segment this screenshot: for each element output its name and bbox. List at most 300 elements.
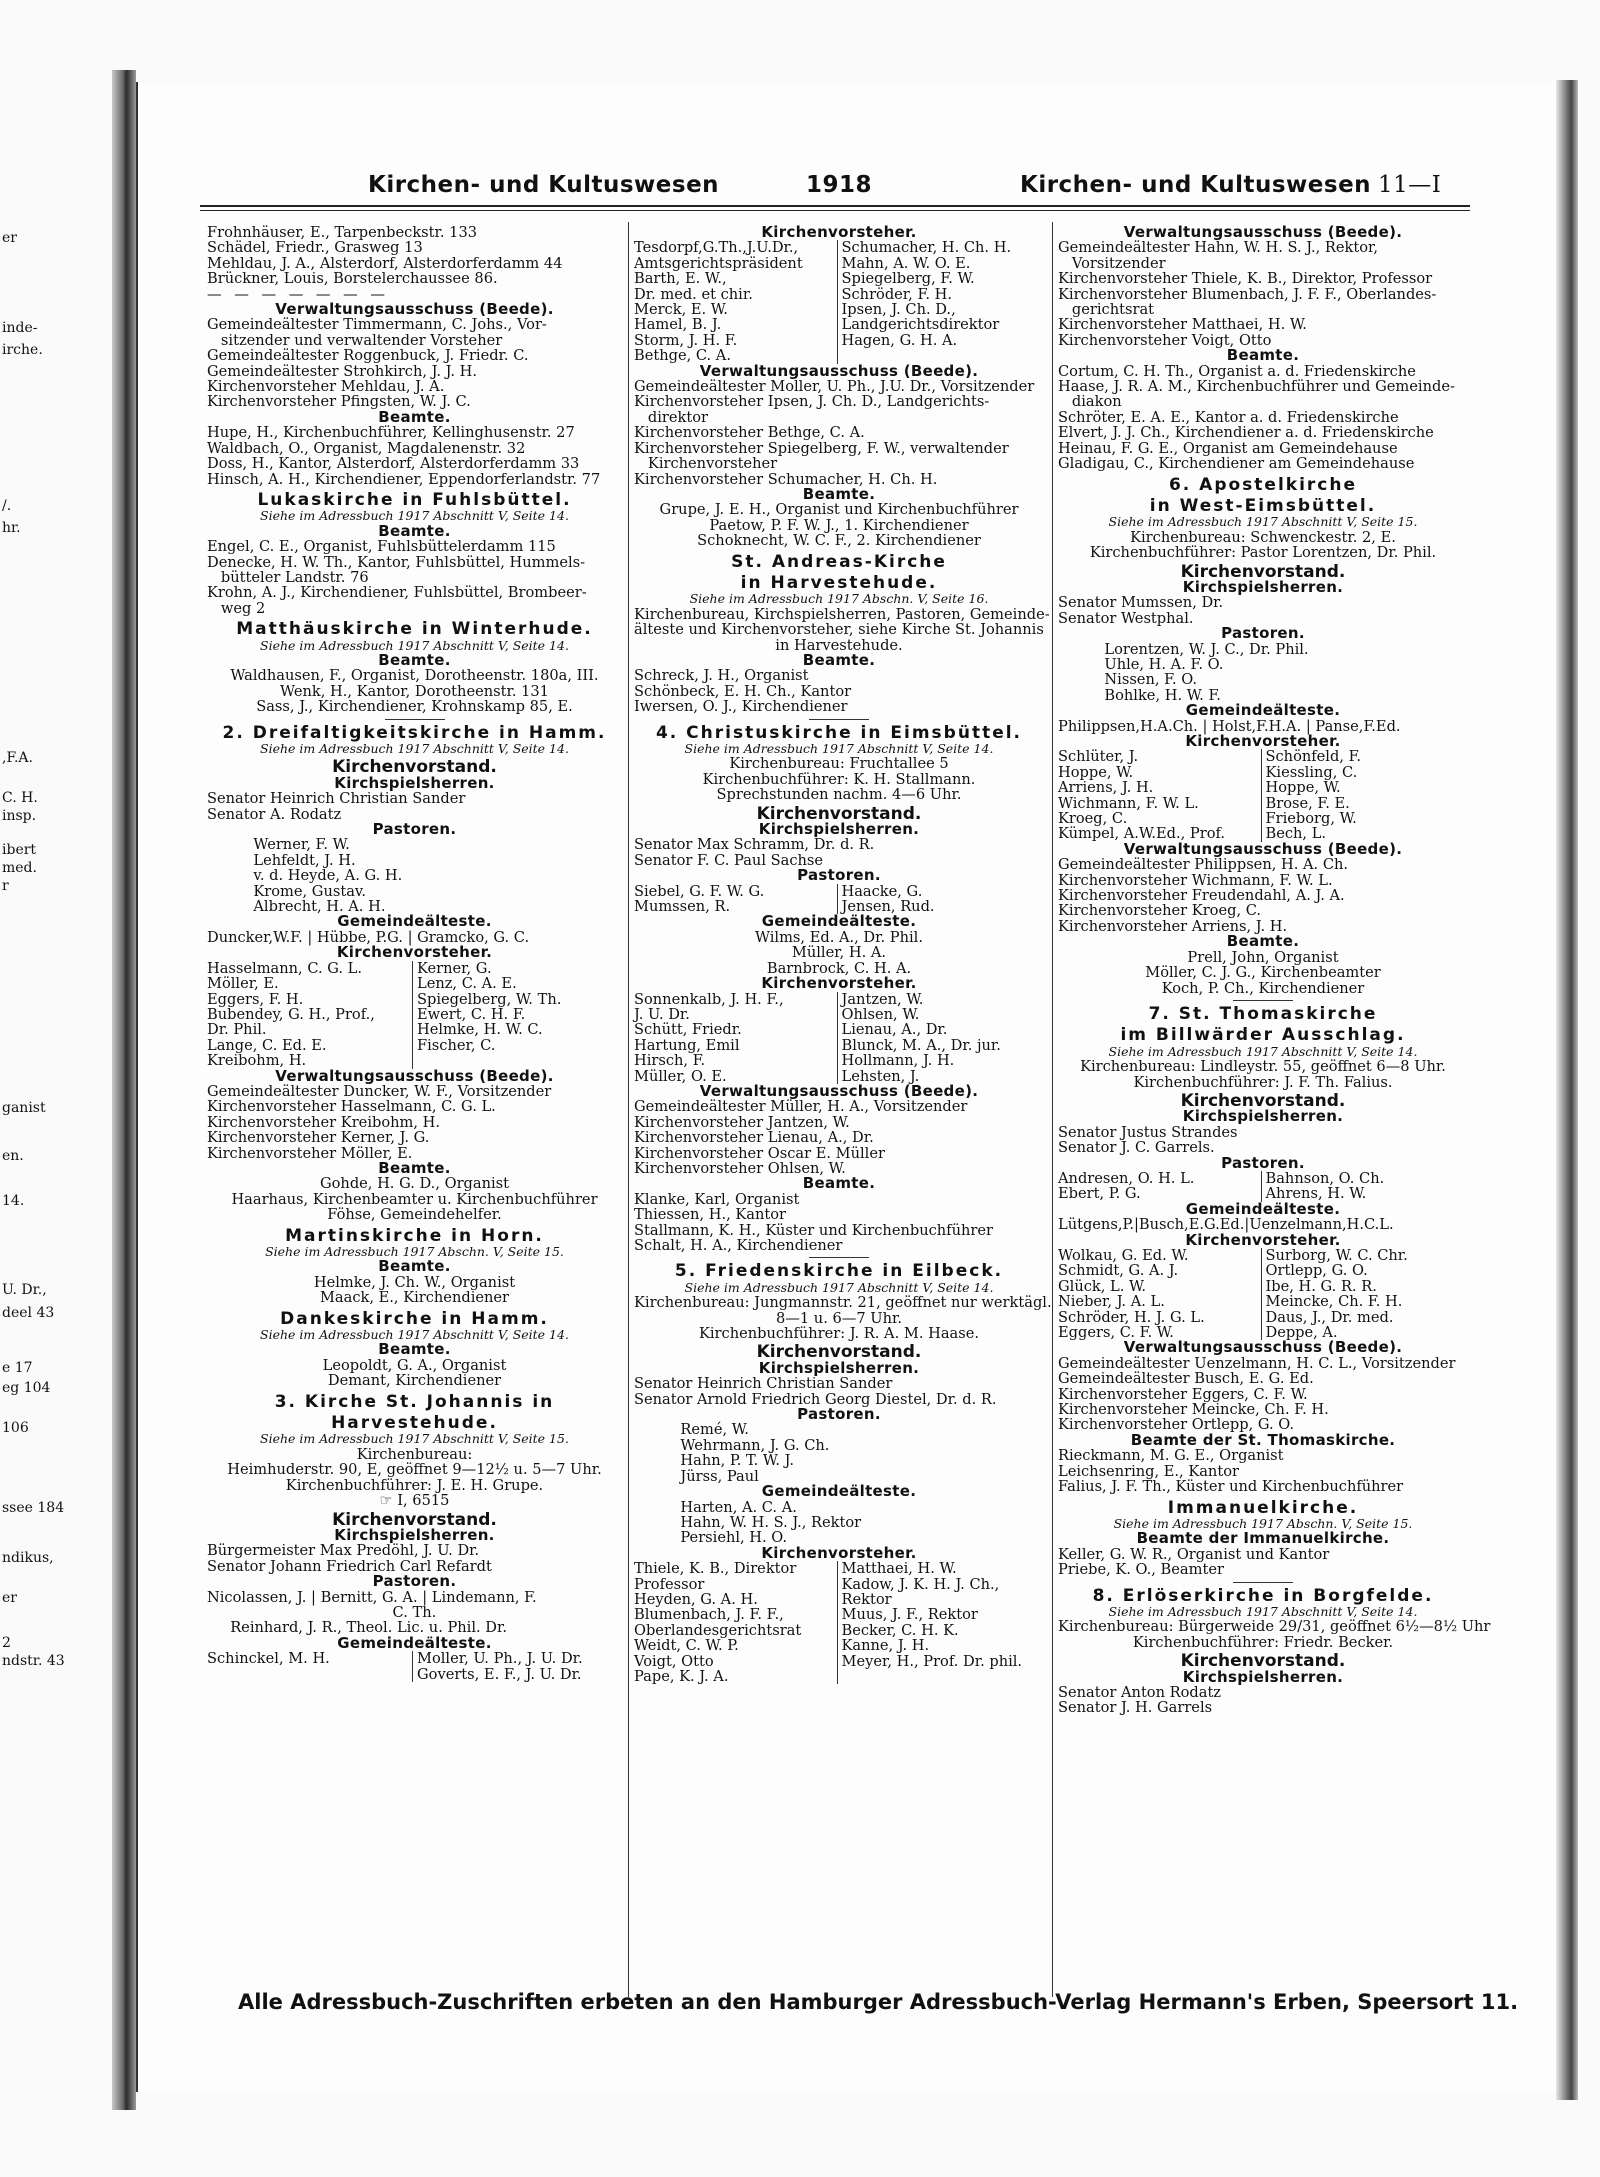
section-heading: Beamte. — [378, 1340, 451, 1359]
entry-right: Rektor — [837, 1592, 1045, 1607]
board-heading: Kirchenvorstand. — [332, 1509, 497, 1530]
section-heading: Verwaltungsausschuss (Beede). — [1123, 223, 1403, 241]
page-number: 11—I — [1378, 172, 1442, 198]
directory-entry: Kirchenvorsteher Hasselmann, C. G. L. — [207, 1098, 496, 1116]
column-divider — [1052, 222, 1053, 1997]
centered-entry: Leopoldt, G. A., Organist — [322, 1356, 507, 1374]
directory-entry: Kirchenvorsteher Mehldau, J. A. — [207, 378, 445, 396]
section-heading: Pastoren. — [797, 1405, 881, 1424]
directory-entry: Senator Max Schramm, Dr. d. R. — [634, 836, 875, 854]
entry-left: Weidt, C. W. P. — [634, 1637, 739, 1655]
margin-fragment: ndstr. 43 — [2, 1653, 65, 1669]
margin-fragment: ibert — [2, 842, 37, 858]
entry-right: Meincke, Ch. F. H. — [1261, 1294, 1469, 1309]
centered-entry: Kirchenbuchführer: Friedr. Becker. — [1132, 1633, 1394, 1651]
section-heading: Kirchspielsherren. — [334, 773, 495, 792]
section-heading: Pastoren. — [372, 820, 457, 839]
centered-entry: Müller, H. A. — [791, 944, 887, 962]
entry-right: Brose, F. E. — [1261, 796, 1469, 811]
directory-entry: Duncker,W.F. | Hübbe, P.G. | Gramcko, G. C. — [207, 928, 530, 946]
centered-entry: Wilms, Ed. A., Dr. Phil. — [755, 928, 923, 946]
two-column-entry — [1058, 1171, 1468, 1186]
directory-entry: Kirchenvorsteher Arriens, J. H. — [1058, 917, 1288, 935]
two-column-entry — [634, 1561, 1044, 1576]
directory-entry: Hinsch, A. H., Kirchendiener, Eppendorferlandstr. 77 — [207, 470, 601, 488]
entry-right: Goverts, E. F., J. U. Dr. — [412, 1667, 622, 1682]
directory-entry: Hahn, W. H. S. J., Rektor — [634, 1513, 862, 1531]
board-heading: Kirchenvorstand. — [1180, 1651, 1346, 1672]
margin-fragment: er — [2, 230, 17, 246]
directory-entry: Hupe, H., Kirchenbuchführer, Kellinghusenstr. 27 — [207, 424, 575, 442]
section-heading: Kirchenvorsteher. — [761, 223, 917, 241]
directory-entry: Kirchenvorsteher Thiele, K. B., Direktor, Professor — [1058, 270, 1433, 288]
church-heading: Lukaskirche in Fuhlsbüttel. — [257, 489, 572, 510]
entry-left: Schlüter, J. — [1058, 748, 1139, 766]
two-column-entry — [1058, 1310, 1468, 1325]
church-heading: Immanuelkirche. — [1167, 1497, 1359, 1518]
directory-entry: Senator J. H. Garrels — [1058, 1699, 1213, 1717]
directory-entry: Schalt, H. A., Kirchendiener — [634, 1237, 843, 1254]
margin-fragment: C. H. — [2, 790, 38, 806]
entry-right: Kanne, J. H. — [837, 1638, 1045, 1653]
section-heading: Kirchspielsherren. — [758, 1358, 920, 1377]
entry-left: Hoppe, W. — [1058, 763, 1134, 781]
directory-entry: Iwersen, O. J., Kirchendiener — [634, 698, 848, 716]
directory-entry: Kirchenvorsteher Jantzen, W. — [634, 1113, 850, 1131]
directory-entry: Senator Mumssen, Dr. — [1058, 594, 1224, 612]
directory-entry: Senator F. C. Paul Sachse — [634, 851, 824, 869]
centered-entry: Kirchenbuchführer: Pastor Lorentzen, Dr. Phil. — [1089, 544, 1437, 562]
entry-left: Wolkau, G. Ed. W. — [1058, 1247, 1189, 1264]
section-heading: Beamte. — [1226, 932, 1300, 951]
entry-right: Blunck, M. A., Dr. jur. — [837, 1038, 1045, 1053]
directory-entry: Gemeindeältester Hahn, W. H. S. J., Rektor, — [1058, 239, 1379, 257]
section-heading: Gemeindeälteste. — [761, 1482, 917, 1501]
church-heading: 3. Kirche St. Johannis in — [274, 1391, 555, 1412]
margin-fragment: eg 104 — [2, 1380, 51, 1396]
directory-entry: Gemeindeältester Duncker, W. F., Vorsitzender — [207, 1082, 552, 1100]
entry-right: Spiegelberg, F. W. — [837, 271, 1045, 286]
entry-right: Spiegelberg, W. Th. — [412, 992, 622, 1007]
directory-entry: gerichtsrat — [1058, 301, 1155, 319]
section-heading: Beamte. — [802, 650, 876, 669]
reference-note: Siehe im Adressbuch 1917 Abschnitt V, Seite 14. — [260, 741, 569, 756]
entry-left: Hamel, B. J. — [634, 316, 722, 334]
two-column-entry — [634, 1577, 1044, 1592]
directory-entry: Schreck, J. H., Organist — [634, 667, 809, 685]
entry-left: Tesdorpf,G.Th.,J.U.Dr., — [634, 239, 799, 257]
entry-left: Eggers, F. H. — [207, 990, 304, 1008]
entry-left: Merck, E. W. — [634, 301, 728, 319]
directory-entry: Gemeindeältester Roggenbuck, J. Friedr. C. — [207, 347, 529, 365]
entry-right — [837, 1669, 1045, 1684]
entry-right: Fischer, C. — [412, 1038, 622, 1053]
board-heading: Kirchenvorstand. — [756, 803, 922, 824]
two-column-entry — [1058, 749, 1468, 764]
section-heading: Gemeindeälteste. — [337, 1633, 492, 1652]
centered-entry: Helmke, J. Ch. W., Organist — [313, 1273, 516, 1291]
two-column-entry — [207, 992, 622, 1007]
centered-entry: Wenk, H., Kantor, Dorotheenstr. 131 — [280, 682, 549, 700]
entry-right: Mahn, A. W. O. E. — [837, 256, 1045, 271]
entry-right: Hagen, G. H. A. — [837, 333, 1045, 348]
two-column-entry — [634, 1022, 1044, 1037]
entry-right: Ibe, H. G. R. R. — [1261, 1279, 1469, 1294]
margin-fragment: ndikus, — [2, 1550, 54, 1566]
entry-left — [207, 1667, 412, 1682]
centered-entry: Waldhausen, F., Organist, Dorotheenstr. 180a, III. — [230, 667, 599, 685]
directory-entry: Philippsen,H.A.Ch. | Holst,F.H.A. | Panse,F.Ed. — [1058, 717, 1401, 735]
entry-right: Ewert, C. H. F. — [412, 1007, 622, 1022]
two-column-entry — [634, 271, 1044, 286]
two-column-entry — [1058, 811, 1468, 826]
church-heading: 7. St. Thomaskirche — [1148, 1003, 1378, 1024]
directory-entry: Thiessen, H., Kantor — [634, 1206, 787, 1224]
centered-entry: Grupe, J. E. H., Organist und Kirchenbuchführer — [659, 501, 1019, 519]
two-column-entry — [634, 317, 1044, 332]
two-column-entry — [634, 287, 1044, 302]
section-heading: Beamte der Immanuelkirche. — [1136, 1529, 1390, 1548]
entry-right: Kadow, J. K. H. J. Ch., — [837, 1577, 1045, 1592]
directory-entry: Kirchenvorsteher Pfingsten, W. J. C. — [207, 393, 471, 411]
directory-entry: Leichsenring, E., Kantor — [1058, 1462, 1239, 1480]
section-separator — [809, 719, 869, 720]
directory-entry: Senator A. Rodatz — [207, 805, 342, 823]
directory-entry: Waldbach, O., Organist, Magdalenenstr. 32 — [207, 439, 526, 457]
section-heading: Kirchenvorsteher. — [336, 943, 493, 962]
reference-note: Siehe im Adressbuch 1917 Abschn. V, Seite 16. — [689, 591, 989, 607]
margin-fragment: irche. — [2, 342, 43, 358]
margin-fragment: er — [2, 1590, 17, 1606]
section-separator — [1233, 1000, 1293, 1001]
centered-entry: in Harvestehude. — [775, 636, 903, 654]
entry-left: Müller, O. E. — [634, 1067, 727, 1085]
directory-entry: Kirchenvorsteher Ipsen, J. Ch. D., Landgerichts- — [634, 393, 990, 411]
entry-right: Schönfeld, F. — [1261, 749, 1469, 764]
directory-entry: Schönbeck, E. H. Ch., Kantor — [634, 682, 852, 700]
directory-entry: direktor — [634, 408, 709, 426]
directory-entry: Kirchenvorsteher Blumenbach, J. F. F., Oberlandes- — [1058, 285, 1437, 303]
church-heading: Harvestehude. — [331, 1413, 498, 1434]
directory-entry: Kirchenvorsteher Meincke, Ch. F. H. — [1058, 1401, 1329, 1419]
section-heading: Verwaltungsausschuss (Beede). — [1123, 839, 1403, 858]
entry-right: Matthaei, H. W. — [837, 1561, 1045, 1576]
directory-entry: bütteler Landstr. 76 — [207, 568, 369, 586]
two-column-entry — [634, 256, 1044, 271]
reference-note: Siehe im Adressbuch 1917 Abschn. V, Seite 15. — [1113, 1515, 1413, 1531]
publisher-footer: Alle Adressbuch-Zuschriften erbeten an den Hamburger Adressbuch-Verlag Hermann's Erben, Speersort 11. — [238, 1990, 1519, 2014]
two-column-entry — [634, 1038, 1044, 1053]
entry-left: Kümpel, A.W.Ed., Prof. — [1058, 825, 1226, 843]
entry-left: Glück, L. W. — [1058, 1277, 1147, 1295]
directory-entry: Senator Heinrich Christian Sander — [634, 1375, 893, 1393]
directory-entry: Gemeindeältester Moller, U. Ph., J.U. Dr., Vorsitzender — [634, 378, 1035, 396]
directory-entry: Cortum, C. H. Th., Organist a. d. Friedenskirche — [1058, 362, 1416, 380]
section-separator — [1233, 1582, 1293, 1583]
two-column-entry — [634, 992, 1044, 1007]
section-heading: Beamte der St. Thomaskirche. — [1130, 1430, 1396, 1449]
directory-entry: Kirchenvorsteher Freudendahl, A. J. A. — [1058, 887, 1345, 905]
entry-left: Siebel, G. F. W. G. — [634, 882, 765, 900]
directory-entry: Bürgermeister Max Predöhl, J. U. Dr. — [207, 1542, 480, 1560]
margin-fragment: r — [2, 878, 9, 894]
entry-left: Amtsgerichtspräsident — [634, 254, 803, 272]
directory-entry: Heinau, F. G. E., Organist am Gemeindehause — [1058, 439, 1398, 457]
section-separator — [385, 719, 445, 720]
margin-fragment: en. — [2, 1148, 24, 1164]
entry-right: Frieborg, W. — [1261, 811, 1469, 826]
directory-entry: Kirchenvorsteher Spiegelberg, F. W., verwaltender — [634, 439, 1009, 457]
centered-entry: Föhse, Gemeindehelfer. — [327, 1206, 502, 1224]
directory-entry: Keller, G. W. R., Organist und Kantor — [1058, 1545, 1330, 1563]
margin-fragment: e 17 — [2, 1360, 33, 1376]
directory-entry: Kirchenvorsteher Kerner, J. G. — [207, 1129, 430, 1147]
entry-left: Bethge, C. A. — [634, 347, 731, 365]
entry-right: Lienau, A., Dr. — [837, 1022, 1045, 1037]
binding-shadow — [112, 70, 136, 2110]
directory-entry: Kirchenvorsteher Kreibohm, H. — [207, 1113, 440, 1131]
directory-entry: Wehrmann, J. G. Ch. — [634, 1436, 830, 1454]
entry-left: Möller, E. — [207, 975, 279, 993]
centered-entry: Kirchenbureau: — [356, 1445, 473, 1463]
directory-entry: Kirchenvorsteher Voigt, Otto — [1058, 331, 1272, 349]
centered-entry: Kirchenbureau: Lindleystr. 55, geöffnet 6—8 Uhr. — [1080, 1058, 1446, 1076]
directory-entry: älteste und Kirchenvorsteher, siehe Kirche St. Johannis — [634, 621, 1044, 639]
section-heading: Kirchspielsherren. — [1182, 1667, 1344, 1686]
section-heading: Verwaltungsausschuss (Beede). — [699, 1081, 979, 1100]
entry-left: Hasselmann, C. G. L. — [207, 959, 362, 977]
header-rule — [200, 205, 1470, 207]
directory-entry: Albrecht, H. A. H. — [207, 898, 386, 916]
margin-fragment: ssee 184 — [2, 1500, 65, 1516]
entry-right: Landgerichtsdirektor — [837, 317, 1045, 332]
directory-entry: Senator J. C. Garrels. — [1058, 1139, 1215, 1157]
board-heading: Kirchenvorstand. — [1180, 1090, 1346, 1111]
centered-entry: Barnbrock, C. H. A. — [766, 959, 912, 977]
centered-entry: Haarhaus, Kirchenbeamter u. Kirchenbuchführer — [231, 1190, 598, 1208]
directory-entry: Kirchenbureau, Kirchspielsherren, Pastoren, Gemeinde- — [634, 605, 1050, 623]
directory-entry: Kirchenvorsteher Kroeg, C. — [1058, 902, 1262, 920]
directory-entry: Nissen, F. O. — [1058, 671, 1197, 689]
section-heading: Kirchspielsherren. — [334, 1525, 495, 1544]
church-heading: 2. Dreifaltigkeitskirche in Hamm. — [222, 722, 607, 743]
directory-entry: Lütgens,P.|Busch,E.G.Ed.|Uenzelmann,H.C.L. — [1058, 1216, 1394, 1234]
entry-right: Kiessling, C. — [1261, 765, 1469, 780]
two-column-entry — [207, 1007, 622, 1022]
directory-entry: Kirchenbureau: Bürgerweide 29/31, geöffnet 6½—8½ Uhr — [1058, 1618, 1491, 1636]
directory-entry: Falius, J. F. Th., Küster und Kirchenbuchführer — [1058, 1478, 1404, 1496]
entry-left: Professor — [634, 1575, 705, 1593]
margin-fragment: ganist — [2, 1100, 46, 1116]
entry-right: Becker, C. H. K. — [837, 1623, 1045, 1638]
two-column-entry — [634, 1607, 1044, 1622]
entry-right: Ohlsen, W. — [837, 1007, 1045, 1022]
entry-left: Pape, K. J. A. — [634, 1667, 729, 1685]
entry-left: Kroeg, C. — [1058, 810, 1128, 828]
directory-entry: Engel, C. E., Organist, Fuhlsbüttelerdamm 115 — [207, 538, 556, 556]
entry-left: Voigt, Otto — [634, 1652, 714, 1670]
directory-entry: Rieckmann, M. G. E., Organist — [1058, 1447, 1284, 1465]
two-column-entry — [634, 1592, 1044, 1607]
directory-entry: Bohlke, H. W. F. — [1058, 686, 1221, 704]
section-heading: Beamte. — [802, 484, 876, 503]
running-header-left: Kirchen- und Kultuswesen — [368, 172, 720, 198]
directory-entry: C. Th. — [207, 1603, 437, 1621]
two-column-entry — [207, 1667, 622, 1682]
reference-note: Siehe im Adressbuch 1917 Abschnitt V, Seite 14. — [1108, 1043, 1418, 1059]
centered-entry: Möller, C. J. G., Kirchenbeamter — [1145, 964, 1381, 982]
entry-right: Jantzen, W. — [837, 992, 1045, 1007]
two-column-entry — [1058, 1263, 1468, 1278]
column-divider — [628, 222, 629, 1997]
two-column-entry — [207, 976, 622, 991]
section-heading: Gemeindeälteste. — [1185, 701, 1341, 720]
reference-note: Siehe im Adressbuch 1917 Abschnitt V, Seite 14. — [684, 741, 994, 756]
centered-entry: 8—1 u. 6—7 Uhr. — [776, 1309, 902, 1327]
entry-left: Bubendey, G. H., Prof., — [207, 1005, 375, 1023]
entry-right: Hoppe, W. — [1261, 780, 1469, 795]
directory-entry: Senator Arnold Friedrich Georg Diestel, Dr. d. R. — [634, 1390, 997, 1408]
entry-left: Thiele, K. B., Direktor — [634, 1560, 797, 1578]
margin-fragment: 14. — [2, 1193, 25, 1209]
section-heading: Beamte. — [378, 521, 451, 540]
running-header-year: 1918 — [806, 172, 873, 198]
centered-entry: Schoknecht, W. C. F., 2. Kirchendiener — [697, 532, 981, 550]
directory-entry: Krohn, A. J., Kirchendiener, Fuhlsbüttel, Brombeer- — [207, 584, 587, 602]
entry-right: Helmke, H. W. C. — [412, 1022, 622, 1037]
directory-entry: Klanke, Karl, Organist — [634, 1190, 800, 1208]
entry-left: Arriens, J. H. — [1058, 779, 1154, 797]
directory-entry: Schröter, E. A. E., Kantor a. d. Friedenskirche — [1058, 408, 1399, 426]
section-heading: Beamte. — [1226, 346, 1300, 365]
directory-entry: Senator Justus Strandes — [1058, 1123, 1238, 1141]
entry-left: Eggers, C. F. W. — [1058, 1324, 1174, 1342]
directory-entry: Uhle, H. A. F. O. — [1058, 655, 1224, 673]
two-column-entry — [634, 1053, 1044, 1068]
entry-right: Moller, U. Ph., J. U. Dr. — [412, 1651, 622, 1666]
church-heading: St. Andreas-Kirche — [731, 551, 947, 572]
header-rule-thin — [200, 210, 1470, 211]
entry-right: Ipsen, J. Ch. D., — [837, 302, 1045, 317]
directory-entry: Doss, H., Kantor, Alsterdorf, Alsterdorferdamm 33 — [207, 455, 580, 473]
margin-fragment: insp. — [2, 808, 37, 824]
directory-entry: sitzender und verwaltender Vorsteher — [207, 331, 503, 349]
reference-note: Siehe im Adressbuch 1917 Abschnitt V, Seite 15. — [260, 1431, 569, 1447]
church-heading: Dankeskirche in Hamm. — [280, 1308, 549, 1329]
two-column-entry — [634, 1669, 1044, 1684]
centered-entry: Kirchenbureau: Schwenckestr. 2, E. — [1130, 528, 1396, 546]
directory-entry: Kirchenvorsteher Eggers, C. F. W. — [1058, 1385, 1308, 1403]
entry-right: Bahnson, O. Ch. — [1261, 1171, 1469, 1186]
directory-entry: Nicolassen, J. | Bernitt, G. A. | Lindemann, F. — [207, 1588, 537, 1606]
directory-entry: Senator Heinrich Christian Sander — [207, 790, 466, 808]
section-heading: Kirchenvorsteher. — [761, 1543, 917, 1562]
section-heading: Verwaltungsausschuss (Beede). — [275, 300, 554, 319]
board-heading: Kirchenvorstand. — [756, 1342, 922, 1363]
directory-entry: Reinhard, J. R., Theol. Lic. u. Phil. Dr. — [207, 1619, 508, 1637]
church-heading: Matthäuskirche in Winterhude. — [236, 619, 593, 640]
entry-left: Storm, J. H. F. — [634, 331, 738, 349]
margin-fragment: deel 43 — [2, 1305, 55, 1321]
directory-entry: Senator Anton Rodatz — [1058, 1683, 1221, 1701]
directory-entry: Gemeindeältester Uenzelmann, H. C. L., Vorsitzender — [1058, 1354, 1456, 1372]
directory-entry: Kirchenvorsteher Lienau, A., Dr. — [634, 1129, 874, 1147]
reference-note: Siehe im Adressbuch 1917 Abschn. V, Seite 15. — [265, 1244, 564, 1259]
directory-entry: Kirchenvorsteher Oscar E. Müller — [634, 1144, 885, 1162]
margin-fragment: inde- — [2, 320, 38, 336]
reference-note: Siehe im Adressbuch 1917 Abschnitt V, Seite 14. — [260, 637, 569, 653]
directory-entry: Remé, W. — [634, 1421, 749, 1439]
section-heading: Kirchspielsherren. — [1182, 577, 1344, 596]
directory-entry: Elvert, J. J. Ch., Kirchendiener a. d. Friedenskirche — [1058, 424, 1434, 442]
entry-right: Surborg, W. C. Chr. — [1261, 1248, 1469, 1263]
reference-note: Siehe im Adressbuch 1917 Abschnitt V, Seite 15. — [1108, 514, 1418, 530]
entry-right: Schumacher, H. Ch. H. — [837, 240, 1045, 255]
section-heading: Gemeindeälteste. — [761, 912, 917, 931]
two-column-entry — [634, 884, 1044, 899]
directory-entry: Schädel, Friedr., Grasweg 13 — [207, 239, 423, 257]
entry-left: Hartung, Emil — [634, 1036, 740, 1054]
page-edge-shadow — [1556, 80, 1578, 2100]
church-heading: in West-Eimsbüttel. — [1149, 495, 1377, 516]
entry-left: Sonnenkalb, J. H. F., — [634, 990, 784, 1008]
entry-left: Schmidt, G. A. J. — [1058, 1262, 1179, 1280]
entry-left: Andresen, O. H. L. — [1058, 1169, 1195, 1187]
centered-entry: Kirchenbureau: Fruchtallee 5 — [729, 755, 949, 773]
margin-fragment: /. — [2, 498, 12, 514]
directory-entry: Gemeindeältester Müller, H. A., Vorsitzender — [634, 1098, 968, 1116]
centered-entry: Maack, E., Kirchendiener — [319, 1289, 510, 1307]
margin-fragment: hr. — [2, 520, 21, 536]
board-heading: Kirchenvorstand. — [1180, 561, 1346, 582]
dash-rule: — — — — — — — — [207, 285, 389, 303]
entry-left: Dr. Phil. — [207, 1021, 267, 1039]
church-heading: 4. Christuskirche in Eimsbüttel. — [655, 722, 1023, 743]
section-heading: Pastoren. — [1221, 624, 1305, 643]
previous-page-strip — [0, 85, 128, 2095]
reference-note: Siehe im Adressbuch 1917 Abschnitt V, Seite 14. — [260, 1327, 569, 1343]
entry-right: Deppe, A. — [1261, 1325, 1469, 1340]
entry-left: Schröder, H. J. G. L. — [1058, 1308, 1205, 1326]
board-heading: Kirchenvorstand. — [332, 757, 497, 778]
directory-entry: Senator Johann Friedrich Carl Refardt — [207, 1557, 492, 1575]
section-heading: Verwaltungsausschuss (Beede). — [1123, 1338, 1403, 1357]
directory-entry: Gemeindeältester Strohkirch, J. J. H. — [207, 362, 478, 380]
directory-entry: Gemeindeältester Timmermann, C. Johs., Vor- — [207, 316, 547, 334]
two-column-entry — [1058, 796, 1468, 811]
directory-entry: Jürss, Paul — [634, 1467, 759, 1485]
directory-entry: diakon — [1058, 393, 1122, 411]
two-column-entry — [634, 1007, 1044, 1022]
entry-left: Oberlandesgerichtsrat — [634, 1621, 802, 1639]
two-column-entry — [1058, 1279, 1468, 1294]
margin-fragment: ,F.A. — [2, 750, 33, 766]
section-heading: Kirchspielsherren. — [1182, 1107, 1344, 1126]
entry-right: Muus, J. F., Rektor — [837, 1607, 1045, 1622]
centered-entry: Koch, P. Ch., Kirchendiener — [1161, 979, 1365, 997]
church-heading: im Billwärder Ausschlag. — [1120, 1025, 1406, 1046]
directory-entry: Hahn, P. T. W. J. — [634, 1452, 794, 1470]
column-3 — [1058, 223, 1491, 1717]
directory-entry: Kirchenvorsteher Schumacher, H. Ch. H. — [634, 470, 938, 488]
entry-left: Schinckel, M. H. — [207, 1650, 330, 1668]
margin-fragment: U. Dr., — [2, 1282, 47, 1298]
entry-right: Jensen, Rud. — [837, 899, 1045, 914]
directory-entry: Priebe, K. O., Beamter — [1058, 1561, 1224, 1579]
directory-entry: Stallmann, K. H., Küster und Kirchenbuchführer — [634, 1221, 993, 1239]
section-heading: Beamte. — [378, 1158, 451, 1177]
two-column-entry — [207, 1651, 622, 1666]
